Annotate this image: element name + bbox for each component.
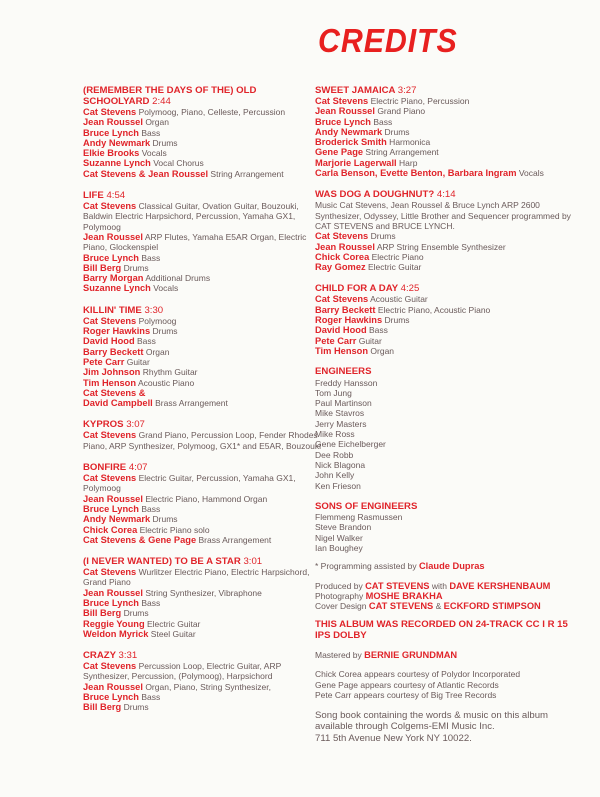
musician-name: Suzanne Lynch <box>83 158 151 169</box>
musician-role: Polymoog, Piano, Celleste, Percussion <box>136 107 286 117</box>
credit-line <box>83 326 323 336</box>
musician-role: Drums <box>382 126 410 137</box>
track-duration: 3:07 <box>126 419 145 431</box>
musician-role: Bass <box>138 597 161 608</box>
musician-role: Percussion Loop, Electric Guitar, ARP Synthesizer, Percussion, (Polymoog), Harpsichord <box>83 661 282 682</box>
production-line <box>315 601 575 611</box>
track-block <box>83 190 323 294</box>
musician-role: Bass <box>138 127 161 138</box>
musician-name: Bill Berg <box>83 702 122 713</box>
production-name: CAT STEVENS <box>368 601 434 612</box>
engineers-section <box>315 367 575 491</box>
courtesy-line: Pete Carr appears courtesy of Big Tree Records <box>315 689 497 700</box>
engineer-name: Mike Stavros <box>315 408 365 419</box>
musician-name: Roger Hawkins <box>83 326 151 337</box>
sons-of-engineers-section <box>315 502 575 553</box>
musician-role: String Arrangement <box>208 168 284 179</box>
musician-name: Broderick Smith <box>315 137 387 148</box>
musician-role: Harp <box>396 157 418 168</box>
track-name: KYPROS <box>83 419 127 431</box>
credit-line <box>83 661 323 682</box>
credit-line <box>83 567 323 588</box>
credit-line <box>83 494 323 504</box>
musician-role: Electric Piano, Percussion <box>368 96 470 106</box>
mastering-name: BERNIE GRUNDMAN <box>364 650 458 661</box>
credit-line <box>83 388 323 398</box>
track-name: BONFIRE <box>83 462 129 474</box>
musician-name: Tim Henson <box>315 345 369 356</box>
engineers-list <box>315 378 575 491</box>
mastering-label: Mastered by <box>315 650 362 661</box>
track-title <box>83 650 323 661</box>
engineer-name: Nick Blagona <box>315 459 366 470</box>
engineer-name: Freddy Hansson <box>315 377 378 388</box>
courtesy-line: Gene Page appears courtesy of Atlantic Records <box>315 679 499 690</box>
credit-line <box>83 148 323 158</box>
page-title: CREDITS <box>318 22 458 59</box>
track-name: SWEET JAMAICA <box>315 85 398 96</box>
musician-name: Barry Beckett <box>315 304 376 315</box>
musician-role: ARP Flutes, Yamaha E5AR Organ, Electric Piano, Glockenspiel <box>83 231 307 253</box>
credit-line <box>83 535 323 545</box>
credit-line <box>83 629 323 639</box>
track-duration: 3:01 <box>243 556 263 568</box>
musician-name: Cat Stevens <box>83 201 137 212</box>
credit-line <box>83 692 323 702</box>
musician-role: Drums <box>121 262 149 273</box>
songbook-line: available through Colgems-EMI Music Inc. <box>315 721 495 733</box>
credit-line <box>315 315 575 325</box>
courtesy-list <box>315 669 575 700</box>
musician-role: Electric Guitar <box>365 262 422 273</box>
musician-role: Electric Guitar, Percussion, Yamaha GX1, Polymoog <box>83 473 296 494</box>
credit-line <box>315 294 575 304</box>
recording-note: THIS ALBUM WAS RECORDED ON 24-TRACK CC I R 15 IPS DOLBY <box>315 619 568 641</box>
musician-name: Andy Newmark <box>315 126 383 137</box>
track-block <box>83 556 323 639</box>
engineer-name: John Kelly <box>315 470 355 481</box>
track-name: LIFE <box>83 190 107 202</box>
track-duration: 2:44 <box>152 96 171 107</box>
musician-name: Bruce Lynch <box>83 252 139 263</box>
musician-role: Drums <box>121 608 149 619</box>
musician-name: Cat Stevens <box>83 567 137 578</box>
musician-name: Andy Newmark <box>83 514 151 525</box>
musician-role: Vocals <box>150 283 179 294</box>
track-title <box>83 556 323 567</box>
credit-line <box>83 263 323 273</box>
songbook-line: 711 5th Avenue New York NY 10022. <box>315 732 472 744</box>
production-name-2: ECKFORD STIMPSON <box>443 601 541 612</box>
musician-role: Drums <box>150 514 178 525</box>
track-name: (I NEVER WANTED) TO BE A STAR <box>83 556 244 568</box>
track-duration: 3:27 <box>397 85 417 96</box>
credit-line <box>83 128 323 138</box>
track-duration: 4:54 <box>106 190 126 202</box>
musician-role: Bass <box>370 116 393 127</box>
musician-role: Electric Piano, Acoustic Piano <box>375 304 491 315</box>
production-line <box>315 591 575 601</box>
credit-line <box>83 232 323 253</box>
musician-role: Drums <box>368 231 396 242</box>
engineer-name: Steve Brandon <box>315 522 372 533</box>
engineer-name: Tom Jung <box>315 387 352 398</box>
musician-role: Rhythm Guitar <box>140 367 198 378</box>
musician-name: Elkie Brooks <box>83 148 140 159</box>
musician-role: Brass Arrangement <box>196 534 272 545</box>
musician-role: Steel Guitar <box>148 628 196 639</box>
musician-role: Bass <box>134 336 156 347</box>
track-name: CRAZY <box>83 650 119 662</box>
musician-name: Jean Roussel <box>83 493 143 504</box>
credit-line <box>83 357 323 367</box>
musician-role: Guitar <box>124 356 150 367</box>
production-name-2: DAVE KERSHENBAUM <box>449 580 551 591</box>
musician-name: Bruce Lynch <box>83 597 139 608</box>
production-joiner: & <box>433 601 444 612</box>
programming-name: Claude Dupras <box>418 561 485 572</box>
track-block <box>83 305 323 409</box>
credit-line <box>83 107 323 117</box>
production-name: MOSHE BRAKHA <box>365 590 443 601</box>
track-block <box>83 419 323 451</box>
credit-line <box>83 682 323 692</box>
musician-role: Bass <box>138 252 161 263</box>
credit-line <box>83 169 323 179</box>
credit-line <box>315 127 575 137</box>
credit-line <box>83 702 323 712</box>
musician-name: Suzanne Lynch <box>83 283 151 294</box>
engineer-name: Flemmeng Rasmussen <box>315 512 403 523</box>
credit-line <box>83 514 323 524</box>
musician-role: Guitar <box>356 335 382 346</box>
credit-line <box>83 117 323 127</box>
musician-name: Bill Berg <box>83 608 122 619</box>
musician-role: Drums <box>150 137 178 148</box>
musician-role: Electric Piano <box>369 251 424 262</box>
musician-role: Vocals <box>139 148 167 159</box>
credit-line <box>83 619 323 629</box>
track-block <box>315 189 575 272</box>
musician-role: Additional Drums <box>143 273 211 284</box>
production-label: Photography <box>315 590 366 601</box>
courtesy-line: Chick Corea appears courtesy of Polydor Incorporated <box>315 669 521 680</box>
track-name: CHILD FOR A DAY <box>315 283 401 295</box>
musician-name: Weldon Myrick <box>83 628 149 639</box>
credit-line <box>83 525 323 535</box>
musician-name: David Campbell <box>83 398 153 409</box>
musician-name: Cat Stevens <box>83 661 137 672</box>
track-duration: 3:31 <box>118 650 138 662</box>
musician-name: Jean Roussel <box>83 587 143 598</box>
credit-line <box>315 106 575 116</box>
track-block <box>83 650 323 712</box>
songbook-line: Song book containing the words & music on this album <box>315 710 549 722</box>
engineer-name: Ken Frieson <box>315 480 361 491</box>
musician-name: Carla Benson, Evette Benton, Barbara Ingram <box>315 168 517 179</box>
credit-line <box>315 147 575 157</box>
credit-line <box>83 504 323 514</box>
sons-of-engineers-heading: SONS OF ENGINEERS <box>315 500 418 512</box>
musician-role: Grand Piano <box>374 106 426 117</box>
musician-name: David Hood <box>315 325 367 336</box>
track-duration: 4:14 <box>436 189 456 201</box>
musician-name: Roger Hawkins <box>315 315 383 326</box>
credit-line <box>315 336 575 346</box>
musician-role: Organ <box>143 346 170 357</box>
musician-role: Acoustic Guitar <box>368 294 428 305</box>
musician-name: Pete Carr <box>83 356 125 367</box>
credit-line <box>315 96 575 106</box>
musician-name: Bill Berg <box>83 262 122 273</box>
musician-name: Marjorie Lagerwall <box>315 157 397 168</box>
credit-line <box>83 158 323 168</box>
musician-name: David Hood <box>83 336 135 347</box>
musician-name: Barry Beckett <box>83 346 144 357</box>
musician-name: Reggie Young <box>83 618 145 629</box>
engineer-name: Dee Robb <box>315 449 354 460</box>
credit-line <box>315 242 575 252</box>
track-title <box>315 189 575 200</box>
musician-role: Bass <box>366 325 388 336</box>
engineer-name: Nigel Walker <box>315 532 363 543</box>
musician-name: Andy Newmark <box>83 137 151 148</box>
musician-name: Chick Corea <box>83 524 138 535</box>
track-title <box>315 85 575 96</box>
musician-role: Grand Piano, Percussion Loop, Fender Rhodes Piano, ARP Synthesizer, Polymoog, GX1* and E5AR, Bouzouki <box>83 430 321 451</box>
track-title <box>83 190 323 201</box>
credit-line <box>83 430 323 451</box>
programming-label: * Programming assisted by <box>315 561 417 572</box>
musician-name: Jean Roussel <box>83 231 143 242</box>
musician-role: Drums <box>121 702 149 713</box>
credit-line <box>315 158 575 168</box>
production-name: CAT STEVENS <box>365 580 430 591</box>
musician-name: Jean Roussel <box>83 681 143 692</box>
musician-role: Organ <box>142 117 169 128</box>
musician-role: Drums <box>150 326 178 337</box>
production-credits <box>315 581 575 612</box>
credit-line <box>83 273 323 283</box>
track-block <box>83 462 323 545</box>
musician-role: Acoustic Piano <box>136 377 195 388</box>
production-label: Cover Design <box>315 601 369 612</box>
credit-line <box>315 252 575 262</box>
musician-name: Cat Stevens <box>83 430 137 441</box>
musician-name: Pete Carr <box>315 335 357 346</box>
credit-line <box>315 231 575 241</box>
musician-name: Tim Henson <box>83 377 137 388</box>
credit-line <box>83 608 323 618</box>
track-duration: 4:25 <box>400 283 420 295</box>
musician-role: Polymoog <box>136 315 177 326</box>
track-name: KILLIN' TIME <box>83 304 145 316</box>
musician-role: Brass Arrangement <box>152 398 228 409</box>
musician-role: Organ <box>368 345 395 356</box>
credit-line <box>83 367 323 377</box>
track-block <box>315 283 575 356</box>
musician-name: Cat Stevens & <box>83 387 146 398</box>
credit-line <box>83 283 323 293</box>
track-title <box>83 305 323 316</box>
credit-line <box>315 346 575 356</box>
left-column <box>83 85 323 724</box>
musician-role: ARP String Ensemble Synthesizer <box>374 241 506 252</box>
musician-role: Bass <box>138 503 161 514</box>
production-line <box>315 581 575 591</box>
sons-of-engineers-list <box>315 512 575 553</box>
credit-line <box>83 598 323 608</box>
credit-line <box>83 398 323 408</box>
musician-name: Bruce Lynch <box>83 692 139 703</box>
credit-line <box>315 168 575 178</box>
engineer-name: Gene Eichelberger <box>315 439 386 450</box>
songbook-note <box>315 710 575 744</box>
musician-role: Vocal Chorus <box>150 158 204 169</box>
credit-line <box>83 473 323 494</box>
track-title <box>83 462 323 473</box>
mastering-credit <box>315 650 575 660</box>
musician-name: Jean Roussel <box>83 117 143 128</box>
musician-name: Cat Stevens <box>83 315 137 326</box>
musician-role: Drums <box>382 315 410 326</box>
musician-name: Jim Johnson <box>83 367 141 378</box>
track-duration: 4:07 <box>128 462 148 474</box>
musician-role: String Arrangement <box>363 147 439 158</box>
credit-line <box>83 138 323 148</box>
engineer-name: Jerry Masters <box>315 418 367 429</box>
musician-name: Cat Stevens & Jean Roussel <box>83 168 209 179</box>
musician-role: Bass <box>138 692 161 703</box>
musician-role: Electric Piano, Hammond Organ <box>142 493 268 504</box>
musician-name: Barry Morgan <box>83 273 144 284</box>
musician-role: Electric Piano solo <box>137 524 210 535</box>
track-duration: 3:30 <box>144 304 164 316</box>
credit-line <box>83 253 323 263</box>
musician-role: Vocals <box>516 168 544 179</box>
musician-name: Jean Roussel <box>315 241 375 252</box>
credit-line <box>315 117 575 127</box>
musician-name: Ray Gomez <box>315 262 366 273</box>
credit-line <box>315 137 575 147</box>
track-intro: Music Cat Stevens, Jean Roussel & Bruce Lynch ARP 2600 Synthesizer, Odyssey, Little Brother and Sequencer programmed by CAT STEVENS and BRUCE LYNCH. <box>315 200 571 231</box>
track-title <box>83 419 323 430</box>
musician-role: String Synthesizer, Vibraphone <box>142 587 262 598</box>
musician-name: Bruce Lynch <box>83 503 139 514</box>
credit-line <box>83 201 323 232</box>
credit-line <box>315 325 575 335</box>
musician-name: Cat Stevens <box>315 294 369 305</box>
track-name: WAS DOG A DOUGHNUT? <box>315 189 437 201</box>
musician-name: Cat Stevens & Gene Page <box>83 534 197 545</box>
production-joiner: with <box>429 580 450 591</box>
credit-line <box>83 316 323 326</box>
musician-name: Jean Roussel <box>315 106 375 117</box>
musician-name: Bruce Lynch <box>83 127 139 138</box>
musician-name: Cat Stevens <box>83 473 137 484</box>
production-label: Produced by <box>315 580 366 591</box>
engineer-name: Mike Ross <box>315 429 355 440</box>
musician-role: Organ, Piano, String Synthesizer, <box>142 681 271 692</box>
right-column <box>315 85 575 744</box>
right-track-list <box>315 85 575 356</box>
musician-role: Electric Guitar <box>144 618 201 629</box>
engineer-name: Paul Martinson <box>315 398 372 409</box>
credit-line <box>315 305 575 315</box>
musician-name: Cat Stevens <box>315 231 369 242</box>
track-block <box>83 85 323 179</box>
track-title <box>315 283 575 294</box>
musician-role: Harmonica <box>386 137 431 148</box>
programming-credit <box>315 561 575 571</box>
credit-line <box>83 588 323 598</box>
musician-role: Classical Guitar, Ovation Guitar, Bouzouki, Baldwin Electric Harpsichord, Percussion, Yamaha GX1, Polymoog <box>83 201 299 232</box>
engineer-name: Ian Boughey <box>315 542 363 553</box>
musician-role: Wurlitzer Electric Piano, Electric Harpsichord, Grand Piano <box>83 567 310 588</box>
engineers-heading: ENGINEERS <box>315 366 372 378</box>
musician-name: Chick Corea <box>315 251 370 262</box>
musician-name: Cat Stevens <box>315 96 369 106</box>
track-title <box>83 85 323 107</box>
track-block <box>315 85 575 178</box>
credit-line <box>315 262 575 272</box>
credit-line <box>83 378 323 388</box>
track-name: (REMEMBER THE DAYS OF THE) OLD SCHOOLYARD <box>83 85 257 107</box>
credit-line <box>83 336 323 346</box>
musician-name: Cat Stevens <box>83 107 137 117</box>
musician-name: Bruce Lynch <box>315 116 371 127</box>
credit-line <box>83 347 323 357</box>
musician-name: Gene Page <box>315 147 364 158</box>
